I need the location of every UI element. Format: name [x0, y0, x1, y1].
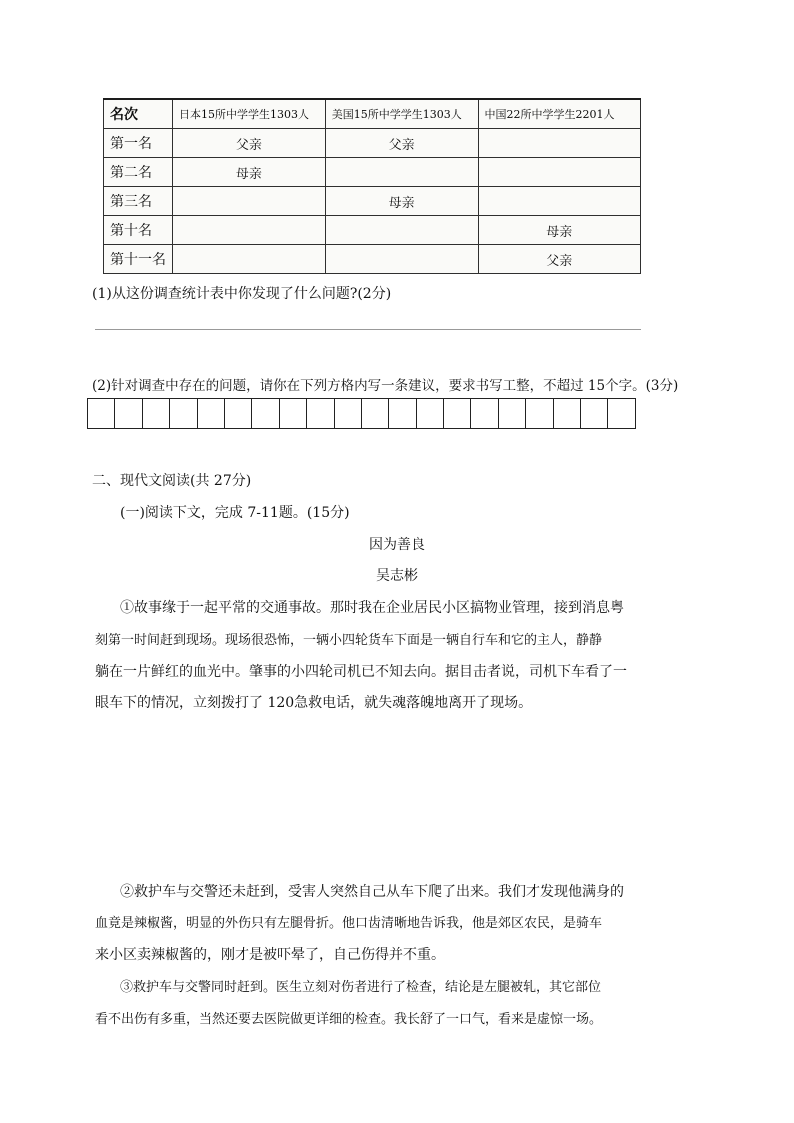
- usa-cell: 母亲: [325, 187, 478, 216]
- grid-cell[interactable]: [471, 398, 498, 429]
- paragraph-line: 来小区卖辣椒酱的，刚才是被吓晕了，自己伤得并不重。: [95, 947, 445, 963]
- header-china: 中国22所中学学生2201人: [478, 99, 641, 129]
- grid-cell[interactable]: [280, 398, 307, 429]
- header-rank: 名次: [104, 99, 173, 129]
- paragraph-line: 刻第一时间赶到现场。现场很恐怖，一辆小四轮货车下面是一辆自行车和它的主人，静静: [95, 633, 603, 648]
- rank-cell: 第十名: [104, 216, 173, 245]
- grid-cell[interactable]: [362, 398, 389, 429]
- section-heading: 二、现代文阅读(共 27分): [92, 473, 252, 489]
- table-row: [104, 245, 641, 274]
- article-title: 因为善良: [369, 537, 425, 553]
- grid-cell[interactable]: [389, 398, 416, 429]
- usa-cell: [325, 245, 478, 274]
- table-row: [104, 158, 641, 187]
- china-cell: [478, 158, 641, 187]
- japan-cell: [173, 187, 326, 216]
- paragraph-line: 血竟是辣椒酱，明显的外伤只有左腿骨折。他口齿清晰地告诉我，他是郊区农民，是骑车: [95, 916, 603, 931]
- japan-cell: 母亲: [173, 158, 326, 187]
- paragraph-line: 躺在一片鲜红的血光中。肇事的小四轮司机已不知去向。据目击者说，司机下车看了一: [95, 664, 627, 680]
- grid-cell[interactable]: [143, 398, 170, 429]
- question-1: (1)从这份调查统计表中你发现了什么问题?(2分): [92, 286, 392, 302]
- grid-cell[interactable]: [444, 398, 471, 429]
- grid-cell[interactable]: [608, 398, 635, 429]
- grid-cell[interactable]: [335, 398, 362, 429]
- japan-cell: 父亲: [173, 129, 326, 158]
- grid-cell[interactable]: [526, 398, 553, 429]
- grid-cell[interactable]: [115, 398, 142, 429]
- china-cell: [478, 129, 641, 158]
- question-2: (2)针对调查中存在的问题，请你在下列方格内写一条建议，要求书写工整，不超过 15个字。(3分): [92, 378, 679, 394]
- china-cell: [478, 187, 641, 216]
- answer-line[interactable]: [95, 329, 641, 330]
- grid-cell[interactable]: [225, 398, 252, 429]
- table-row: [104, 216, 641, 245]
- grid-cell[interactable]: [88, 398, 115, 429]
- japan-cell: [173, 245, 326, 274]
- paragraph-line: 眼车下的情况，立刻拨打了 120急救电话，就失魂落魄地离开了现场。: [95, 695, 533, 711]
- suggestion-grid[interactable]: [87, 398, 636, 429]
- table-header-row: [104, 99, 641, 129]
- china-cell: 父亲: [478, 245, 641, 274]
- table-row: [104, 187, 641, 216]
- usa-cell: 父亲: [325, 129, 478, 158]
- usa-cell: [325, 158, 478, 187]
- header-japan: 日本15所中学学生1303人: [173, 99, 326, 129]
- survey-table: [103, 98, 641, 274]
- paragraph-line: 看不出伤有多重，当然还要去医院做更详细的检查。我长舒了一口气，看来是虚惊一场。: [95, 1012, 603, 1027]
- paragraph-line: ①故事缘于一起平常的交通事故。那时我在企业居民小区搞物业管理，接到消息粤: [120, 600, 624, 616]
- rank-cell: 第二名: [104, 158, 173, 187]
- grid-cell[interactable]: [417, 398, 444, 429]
- paragraph-line: ③救护车与交警同时赶到。医生立刻对伤者进行了检查，结论是左腿被轧，其它部位: [120, 980, 602, 995]
- article-author: 吴志彬: [376, 568, 418, 584]
- usa-cell: [325, 216, 478, 245]
- rank-cell: 第十一名: [104, 245, 173, 274]
- paragraph-line: ②救护车与交警还未赶到，受害人突然自己从车下爬了出来。我们才发现他满身的: [120, 884, 624, 900]
- japan-cell: [173, 216, 326, 245]
- grid-cell[interactable]: [499, 398, 526, 429]
- grid-cell[interactable]: [198, 398, 225, 429]
- china-cell: 母亲: [478, 216, 641, 245]
- table-row: [104, 129, 641, 158]
- grid-cell[interactable]: [252, 398, 279, 429]
- rank-cell: 第三名: [104, 187, 173, 216]
- section-subheading: (一)阅读下文，完成 7-11题。(15分): [120, 505, 350, 521]
- rank-cell: 第一名: [104, 129, 173, 158]
- header-usa: 美国15所中学学生1303人: [325, 99, 478, 129]
- grid-cell[interactable]: [170, 398, 197, 429]
- grid-cell[interactable]: [554, 398, 581, 429]
- grid-cell[interactable]: [307, 398, 334, 429]
- grid-cell[interactable]: [581, 398, 608, 429]
